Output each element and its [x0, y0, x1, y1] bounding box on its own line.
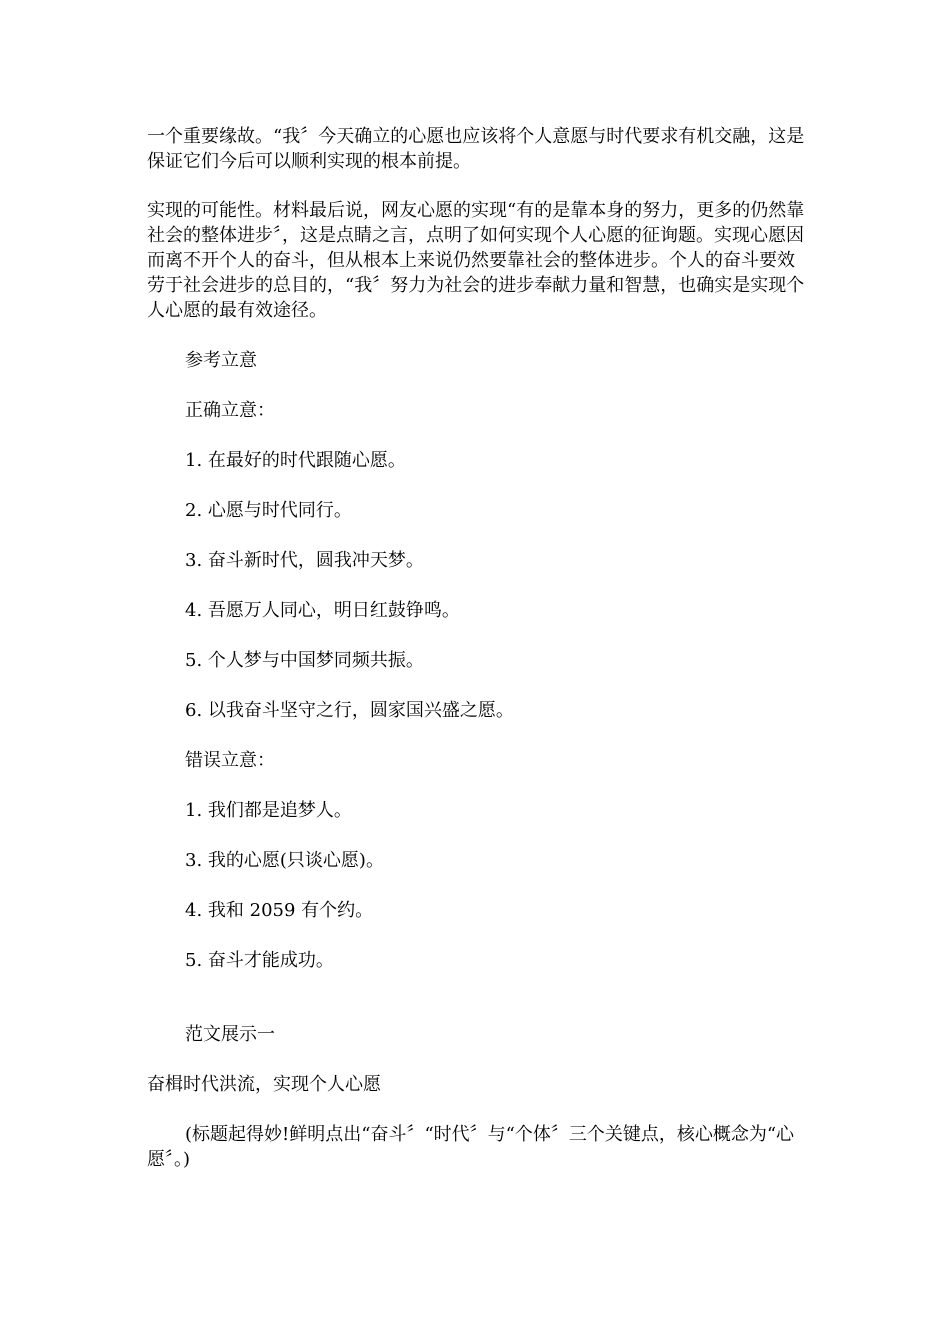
sample-title: 奋楫时代洪流，实现个人心愿 [147, 1074, 381, 1095]
correct-item: 3. 奋斗新时代，圆我冲天梦。 [185, 550, 424, 571]
wrong-heading: 错误立意： [185, 750, 275, 771]
wrong-item: 4. 我和 2059 有个约。 [185, 900, 374, 921]
sample-heading: 范文展示一 [185, 1024, 275, 1045]
correct-item: 1. 在最好的时代跟随心愿。 [185, 450, 406, 471]
correct-heading: 正确立意： [185, 400, 275, 421]
correct-item: 6. 以我奋斗坚守之行，圆家国兴盛之愿。 [185, 700, 514, 721]
paragraph-1: 一个重要缘故。“我〞今天确立的心愿也应该将个人意愿与时代要求有机交融，这是保证它们今后可以顺利实现的根本前提。 [147, 126, 805, 172]
correct-item: 2. 心愿与时代同行。 [185, 500, 352, 521]
paragraph-2: 实现的可能性。材料最后说，网友心愿的实现“有的是靠本身的努力，更多的仍然靠社会的整体进步〞，这是点睛之言，点明了如何实现个人心愿的征询题。实现心愿因而离不开个人的奋斗，但从根本上来说仍然要靠社会的整体进步。个人的奋斗要效劳于社会进步的总目的，“我〞努力为社会的进步奉献力量和智慧，也确实是实现个人心愿的最有效途径。 [147, 200, 805, 321]
correct-item: 5. 个人梦与中国梦同频共振。 [185, 650, 424, 671]
wrong-item: 3. 我的心愿(只谈心愿)。 [185, 850, 384, 871]
sample-comment: (标题起得妙!鲜明点出“奋斗〞“时代〞与“个体〞三个关键点，核心概念为“心愿〞。) [147, 1124, 795, 1170]
wrong-item: 1. 我们都是追梦人。 [185, 800, 352, 821]
correct-item: 4. 吾愿万人同心，明日红鼓铮鸣。 [185, 600, 460, 621]
wrong-item: 5. 奋斗才能成功。 [185, 950, 334, 971]
reference-heading: 参考立意 [185, 350, 257, 371]
